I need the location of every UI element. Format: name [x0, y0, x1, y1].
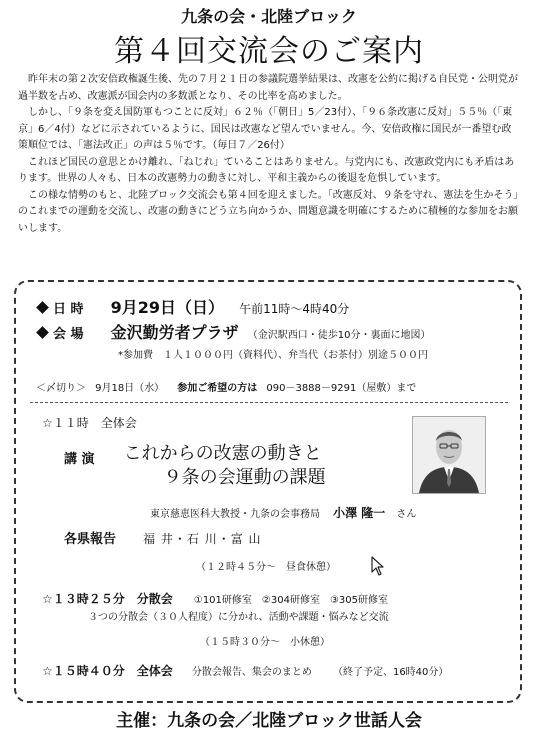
date-row: [36, 295, 349, 318]
apply-label: 参加ご希望の方は: [177, 383, 258, 394]
diamond-bullet-icon: [36, 301, 49, 314]
deadline-row: [36, 376, 416, 395]
fee-text: *参加費 １人１０００円（資料代）、弁当代（お茶付）別途５００円: [118, 350, 428, 361]
mouse-cursor-icon: [371, 556, 385, 580]
speaker-suffix: さん: [396, 509, 417, 520]
session-3-row: [42, 660, 448, 679]
organization-name: 九条の会・北陸ブロック: [181, 7, 357, 26]
page-title: 第４回交流会のご案内: [114, 34, 424, 69]
intro-text: [18, 72, 520, 237]
intro-paragraph-2: しかし、「９条を変え国防軍もつことに反対」６２％（「朝日」5／23付）、「９６条改憲に反対」５５％（「東京」6／4付）などに示されているように、国民は改憲など望んでいません。今、安倍政権に国民が一番望む政策順位では、「憲法改正」の声は５％です。（毎日７／26付）: [18, 107, 513, 151]
intro-paragraph-3: これほど国民の意思とかけ離れ、「ねじれ」ていることはありません。与党内にも、改憲政党内にも矛盾はあります。世界の人々も、日本の改憲勢力の動きに対し、平和主義からの後退を危惧しています。: [18, 156, 515, 184]
deadline-label: ＜〆切り＞: [36, 383, 86, 394]
session-1-time: ☆１１時 全体会: [42, 416, 137, 430]
short-break: （１５時３０分～ 小休憩）: [200, 637, 330, 648]
speaker-line: [150, 502, 416, 521]
phone-number: 090－3888－9291（屋敷）まで: [266, 383, 417, 394]
session-2-row: [42, 588, 388, 607]
lecture-title-line-1: これからの改憲の動きと: [123, 443, 322, 464]
reports-label: 各県報告: [64, 532, 117, 547]
speaker-name: 小澤 隆一: [333, 506, 386, 520]
deadline-date: 9月18日（水）: [95, 383, 165, 394]
session-3-note: 分散会報告、集会のまとめ: [191, 667, 312, 678]
sponsor-footer: 主催：九条の会／北陸ブロック世話人会: [116, 711, 422, 731]
lunch-break: （１２時４５分～ 昼食休憩）: [196, 562, 336, 573]
venue-value: 金沢勤労者プラザ: [110, 323, 239, 342]
date-value: 9月29日（日）: [110, 298, 225, 317]
venue-label: 会 場: [53, 327, 84, 342]
diamond-bullet-icon: [36, 326, 49, 339]
speaker-portrait-icon: [413, 417, 485, 493]
session-3-time: ☆１５時４０分 全体会: [42, 664, 173, 678]
lecture-title-line-2: ９条の会運動の課題: [163, 467, 326, 488]
intro-paragraph-4: この様な情勢のもと、北陸ブロック交流会も第４回を迎えました。「改憲反対、９条を守れ、憲法を生かそう」のこれまでの運動を交流し、改憲の動きにどう立ち向かうか、問題意識を明確にするために積極的な参加をお願いします。: [18, 189, 519, 234]
reports-value: 福 井・石 川・富 山: [143, 532, 262, 546]
speaker-photo: [412, 416, 486, 494]
venue-note: （金沢駅西口・徒歩10分・裏面に地図）: [247, 330, 431, 341]
date-label: 日 時: [53, 302, 84, 317]
session-2-time: ☆１３時２５分 分散会: [42, 592, 173, 606]
session-2-rooms: ①101研修室 ②304研修室 ③305研修室: [193, 595, 389, 606]
lecture-label: 講 演: [64, 452, 95, 467]
intro-paragraph-1: 昨年末の第２次安倍政権誕生後、先の７月２１日の参議院選挙結果は、改憲を公約に掲げる自民党・公明党が過半数を占め、改憲派が国会内の多数派となり、その比率を高めました。: [18, 74, 518, 102]
section-divider: [30, 402, 508, 403]
lecture-block: [64, 442, 326, 490]
session-2-note: ３つの分散会（３０人程度）に分かれ、活動や課題・悩みなど交流: [88, 612, 389, 623]
venue-row: [36, 320, 430, 343]
session-3-end: （終了予定、16時40分）: [332, 667, 449, 678]
time-value: 午前11時～4時40分: [239, 302, 350, 316]
reports-row: [64, 528, 262, 547]
speaker-affiliation: 東京慈恵医科大教授・九条の会事務局: [150, 509, 320, 520]
